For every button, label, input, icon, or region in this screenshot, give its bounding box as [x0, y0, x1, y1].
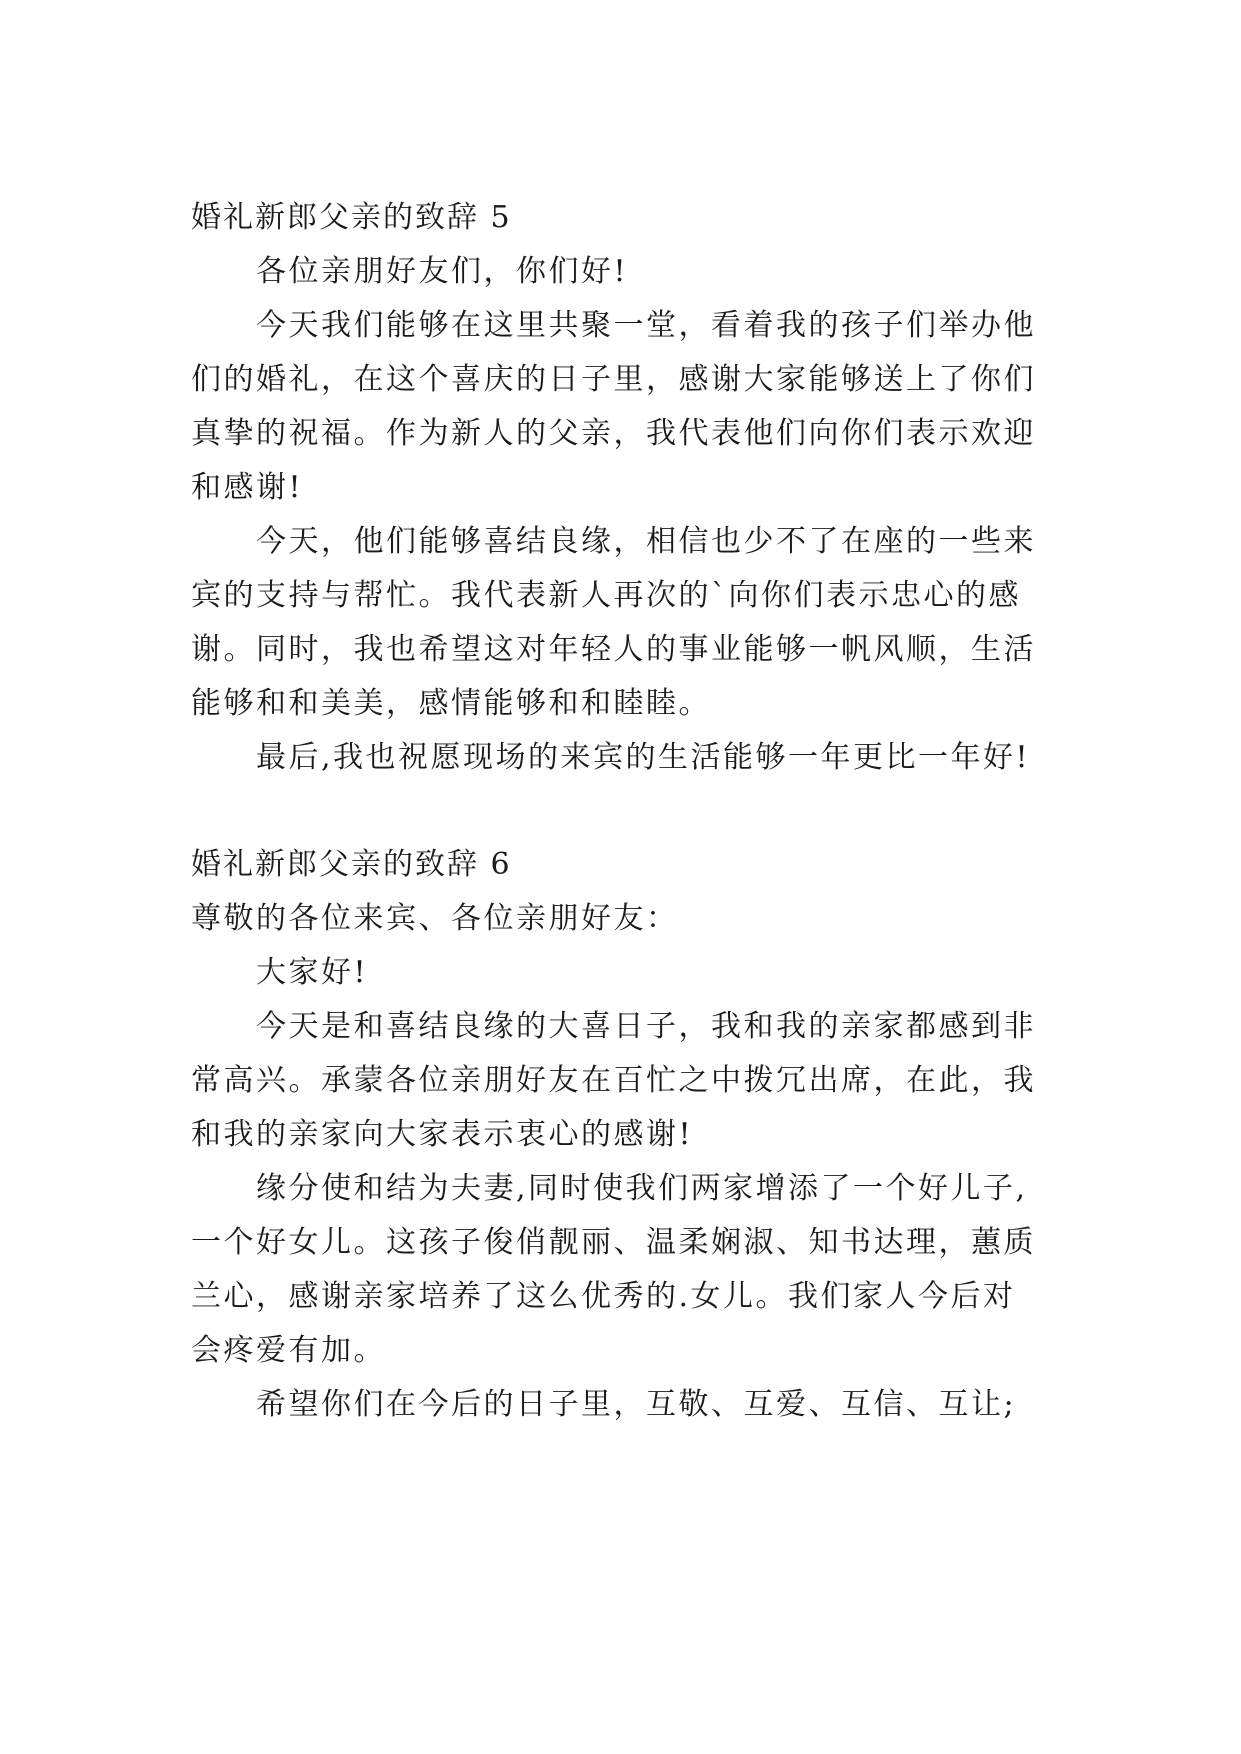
paragraph-line: 会疼爱有加。 [191, 1333, 386, 1368]
paragraph-line: 各位亲朋好友们，你们好! [256, 254, 629, 289]
paragraph-line: 真挚的祝福。作为新人的父亲，我代表他们向你们表示欢迎 [191, 416, 1036, 451]
paragraph-line: 能够和和美美，感情能够和和睦睦。 [191, 686, 711, 721]
paragraph-line: 一个好女儿。这孩子俊俏靓丽、温柔娴淑、知书达理，蕙质 [191, 1225, 1036, 1260]
paragraph-line: 缘分使和结为夫妻,同时使我们两家增添了一个好儿子, [256, 1171, 1028, 1206]
paragraph-line: 大家好! [256, 955, 369, 990]
paragraph-line: 希望你们在今后的日子里，互敬、互爱、互信、互让; [256, 1387, 1017, 1422]
section-6-title: 婚礼新郎父亲的致辞 6 [191, 847, 512, 882]
paragraph-line: 今天我们能够在这里共聚一堂，看着我的孩子们举办他 [256, 308, 1036, 343]
section-5-title: 婚礼新郎父亲的致辞 5 [191, 200, 512, 235]
paragraph-line: 今天，他们能够喜结良缘，相信也少不了在座的一些来 [256, 524, 1036, 559]
paragraph-line: 宾的支持与帮忙。我代表新人再次的`向你们表示忠心的感 [191, 578, 1021, 613]
paragraph-line: 和我的亲家向大家表示衷心的感谢! [191, 1117, 694, 1152]
paragraph-line: 最后,我也祝愿现场的来宾的生活能够一年更比一年好! [256, 740, 1031, 775]
paragraph-line: 兰心，感谢亲家培养了这么优秀的.女儿。我们家人今后对 [191, 1279, 1016, 1314]
paragraph-line: 常高兴。承蒙各位亲朋好友在百忙之中拨冗出席，在此，我 [191, 1063, 1036, 1098]
paragraph-line: 今天是和喜结良缘的大喜日子，我和我的亲家都感到非 [256, 1009, 1036, 1044]
paragraph-line: 们的婚礼，在这个喜庆的日子里，感谢大家能够送上了你们 [191, 362, 1036, 397]
paragraph-line: 和感谢! [191, 470, 304, 505]
paragraph-line: 谢。同时，我也希望这对年轻人的事业能够一帆风顺，生活 [191, 632, 1036, 667]
salutation-line: 尊敬的各位来宾、各位亲朋好友： [191, 901, 679, 936]
